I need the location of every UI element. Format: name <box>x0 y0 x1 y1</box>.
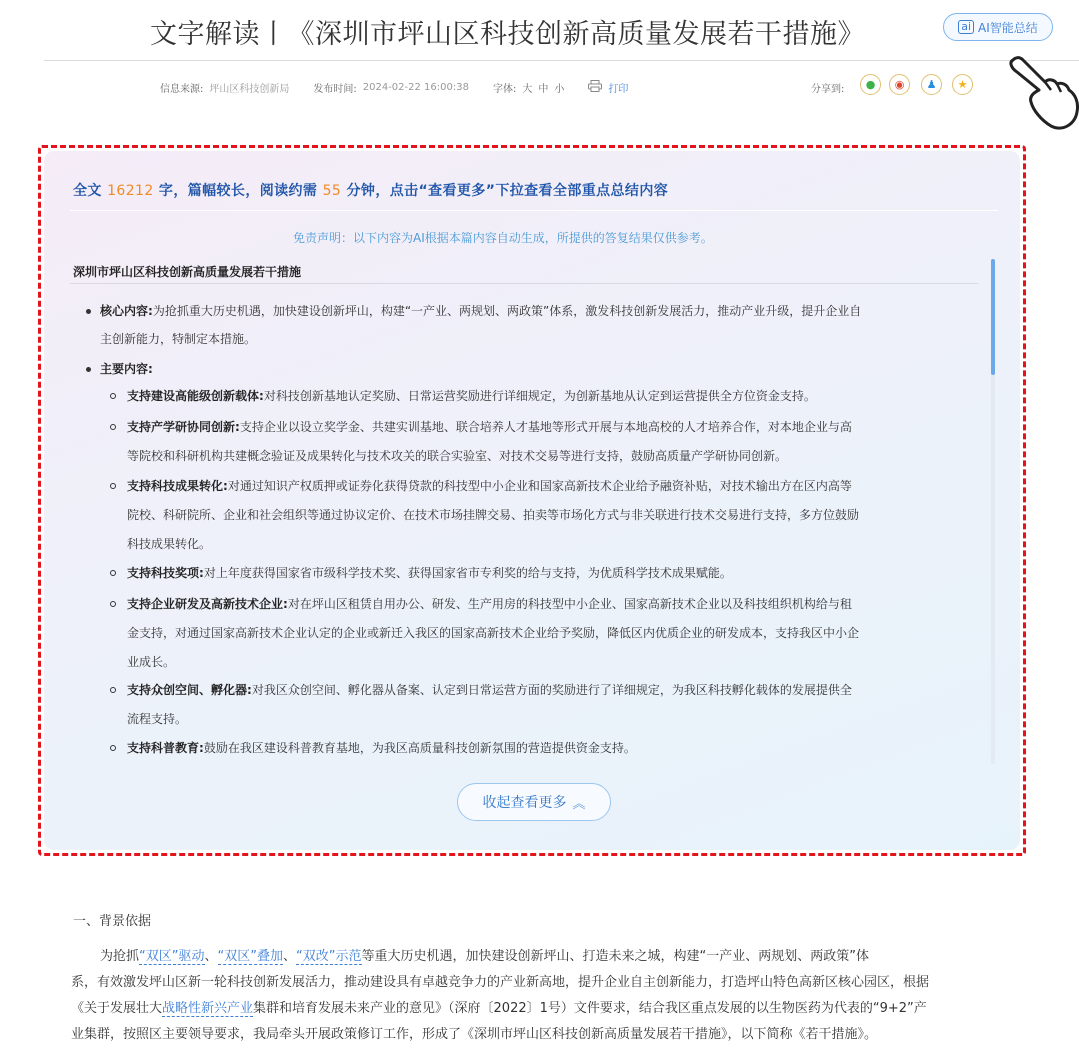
summary-item-line <box>127 501 859 530</box>
summary-item-line <box>127 530 211 559</box>
summary-item-text: 对我区众创空间、孵化器从备案、认定到日常运营方面的奖励进行了详细规定，为我区科技孵化载体的发展提供全 <box>251 683 852 697</box>
summary-item-text: 支持企业以设立奖学金、共建实训基地、联合培养人才基地等形式开展与本地高校的人才培养合作，对本地企业与高 <box>239 420 852 434</box>
ai-icon: ai <box>958 20 974 34</box>
source-label: 信息来源: <box>160 84 204 95</box>
link-shuangqu-qudong[interactable]: “双区”驱动 <box>139 949 205 964</box>
main-content-label <box>100 355 153 384</box>
collapse-label: 收起查看更多 <box>482 795 567 811</box>
summary-item-text: 院校、科研院所、企业和社会组织等通过协议定价、在技术市场挂牌交易、拍卖等市场化方式与非关联进行技术交易进行支持，多方位鼓励 <box>127 508 860 522</box>
summary-item-label: 支持企业研发及高新技术企业: <box>127 597 288 611</box>
article-paragraph-line-2: 系，有效激发坪山区新一轮科技创新发展活力，推动建设具有卓越竞争力的产业新高地，提升企业自主创新能力，打造坪山特色高新区核心园区，根据 <box>71 975 930 990</box>
main-label: 主要内容: <box>100 362 153 376</box>
summary-item-line <box>127 619 859 648</box>
sub-bullet-ring <box>110 687 116 693</box>
p1-sep-2: 、 <box>283 949 297 964</box>
time-value: 2024-02-22 16:00:38 <box>362 82 469 93</box>
summary-item-text: 科技成果转化。 <box>127 537 212 551</box>
scrollbar-thumb[interactable] <box>991 259 995 375</box>
p1-text-b: 等重大历史机遇，加快建设创新坪山、打造未来之城，构建“一产业、两规划、两政策”体 <box>361 949 869 964</box>
pointing-hand-icon <box>1005 50 1079 130</box>
page-title: 文字解读丨《深圳市坪山区科技创新高质量发展若干措施》 <box>150 19 865 50</box>
summary-item-line <box>127 705 187 734</box>
sub-bullet-ring <box>110 424 116 430</box>
ai-summary-button[interactable] <box>943 13 1053 41</box>
summary-item-text: 鼓励在我区建设科普教育基地，为我区高质量科技创新氛围的营造提供资金支持。 <box>203 741 636 755</box>
article-paragraph-line-4: 业集群，按照区主要领导要求，我局牵头开展政策修订工作，形成了《深圳市坪山区科技创新高质量发展若干措施》，以下简称《若干措施》。 <box>71 1027 878 1042</box>
p3-text-b: 集群和培育发展未来产业的意见》（深府〔2022〕1号）文件要求，结合我区重点发展的以生物医药为代表的“9+2”产 <box>253 1001 927 1016</box>
sub-bullet-ring <box>110 393 116 399</box>
summary-item-line <box>127 734 636 763</box>
summary-item-text: 流程支持。 <box>127 712 188 726</box>
link-shuanggai-shifan[interactable]: “双改”示范 <box>296 949 362 964</box>
summary-doc-title: 深圳市坪山区科技创新高质量发展若干措施 <box>73 265 302 279</box>
font-size-label: 字体: <box>492 84 517 95</box>
summary-item-label: 支持建设高能级创新载体: <box>127 389 264 403</box>
chevron-up-double-icon: ︽ <box>572 796 586 812</box>
headline-divider <box>70 210 998 211</box>
font-size-medium[interactable]: 中 <box>538 84 549 95</box>
ai-summary-label: AI智能总结 <box>978 20 1038 35</box>
summary-item-line <box>127 472 852 501</box>
summary-item-label: 支持科技成果转化: <box>127 479 228 493</box>
print-link[interactable]: 打印 <box>608 84 629 95</box>
summary-item-text: 业成长。 <box>127 655 176 669</box>
summary-headline <box>73 180 668 200</box>
summary-item-line <box>127 382 816 411</box>
bullet-dot <box>86 309 91 314</box>
headline-mid: 字，篇幅较长，阅读约需 <box>158 183 318 199</box>
doc-title-divider <box>70 283 978 284</box>
headline-prefix: 全文 <box>73 183 102 199</box>
summary-item-label: 支持科普教育: <box>127 741 204 755</box>
disclaimer: 免责声明：以下内容为AI根据本篇内容自动生成，所提供的答复结果仅供参考。 <box>293 231 713 245</box>
collapse-more-button[interactable] <box>457 783 611 821</box>
summary-item-label: 支持众创空间、孵化器: <box>127 683 252 697</box>
summary-item-text: 等院校和科研机构共建概念验证及成果转化与技术攻关的联合实验室、对技术交易等进行支持，鼓励高质量产学研协同创新。 <box>127 449 788 463</box>
summary-item-line <box>127 648 175 677</box>
weibo-icon[interactable]: ◉ <box>889 74 910 95</box>
source-value: 坪山区科技创新局 <box>209 84 290 95</box>
core-content-line-1 <box>100 297 861 326</box>
qq-icon[interactable]: ♟ <box>921 74 942 95</box>
summary-item-text: 对科技创新基地认定奖励、日常运营奖励进行详细规定，为创新基地从认定到运营提供全方位资金支持。 <box>263 389 816 403</box>
link-shuangqu-diejia[interactable]: “双区”叠加 <box>217 949 283 964</box>
headline-suffix: 分钟，点击“查看更多”下拉查看全部重点总结内容 <box>346 183 669 199</box>
summary-item-line <box>127 676 852 705</box>
summary-item-label: 支持科技奖项: <box>127 566 204 580</box>
core-content-line-2: 主创新能力，特制定本措施。 <box>100 332 257 346</box>
core-text-1: 为抢抓重大历史机遇，加快建设创新坪山，构建“一产业、两规划、两政策”体系，激发科技创新发展活力，推动产业升级，提升企业自 <box>152 304 862 318</box>
summary-item-label: 支持产学研协同创新: <box>127 420 240 434</box>
printer-icon[interactable] <box>588 80 602 95</box>
core-label: 核心内容: <box>100 304 153 318</box>
article-paragraph-line-3 <box>71 996 927 1022</box>
sub-bullet-ring <box>110 601 116 607</box>
share-label: 分享到: <box>811 84 845 95</box>
summary-item-line <box>127 413 852 442</box>
p1-sep-1: 、 <box>204 949 218 964</box>
sub-bullet-ring <box>110 483 116 489</box>
summary-item-line <box>127 559 732 588</box>
summary-item-text: 对在坪山区租赁自用办公、研发、生产用房的科技型中小企业、国家高新技术企业以及科技组织机构给与租 <box>287 597 852 611</box>
summary-item-line <box>127 590 852 619</box>
summary-item-line <box>127 442 787 471</box>
summary-item-text: 对通过知识产权质押或证券化获得贷款的科技型中小企业和国家高新技术企业给予融资补贴，对技术输出方在区内高等 <box>227 479 852 493</box>
sub-bullet-ring <box>110 745 116 751</box>
sub-bullet-ring <box>110 570 116 576</box>
word-count: 16212 <box>107 183 154 199</box>
font-size-large[interactable]: 大 <box>522 84 533 95</box>
title-divider <box>44 60 1079 61</box>
summary-item-text: 金支持，对通过国家高新技术企业认定的企业或新迁入我区的国家高新技术企业给予奖励，降低区内优质企业的研发成本，支持我区中小企 <box>127 626 860 640</box>
font-size-small[interactable]: 小 <box>554 84 565 95</box>
reading-minutes: 55 <box>322 183 342 199</box>
link-strategic-industries[interactable]: 战略性新兴产业 <box>162 1001 254 1016</box>
p1-text-a: 为抢抓 <box>100 949 140 964</box>
section-heading: 一、背景依据 <box>73 914 152 929</box>
article-paragraph-line-1 <box>100 944 869 970</box>
bullet-dot <box>86 367 91 372</box>
wechat-icon[interactable]: ● <box>860 74 881 95</box>
qzone-icon[interactable]: ★ <box>952 74 973 95</box>
time-label: 发布时间: <box>313 84 357 95</box>
p3-text-a: 《关于发展壮大 <box>71 1001 163 1016</box>
article-meta <box>160 80 628 95</box>
summary-item-text: 对上年度获得国家省市级科学技术奖、获得国家省市专利奖的给与支持，为优质科学技术成果赋能。 <box>203 566 732 580</box>
